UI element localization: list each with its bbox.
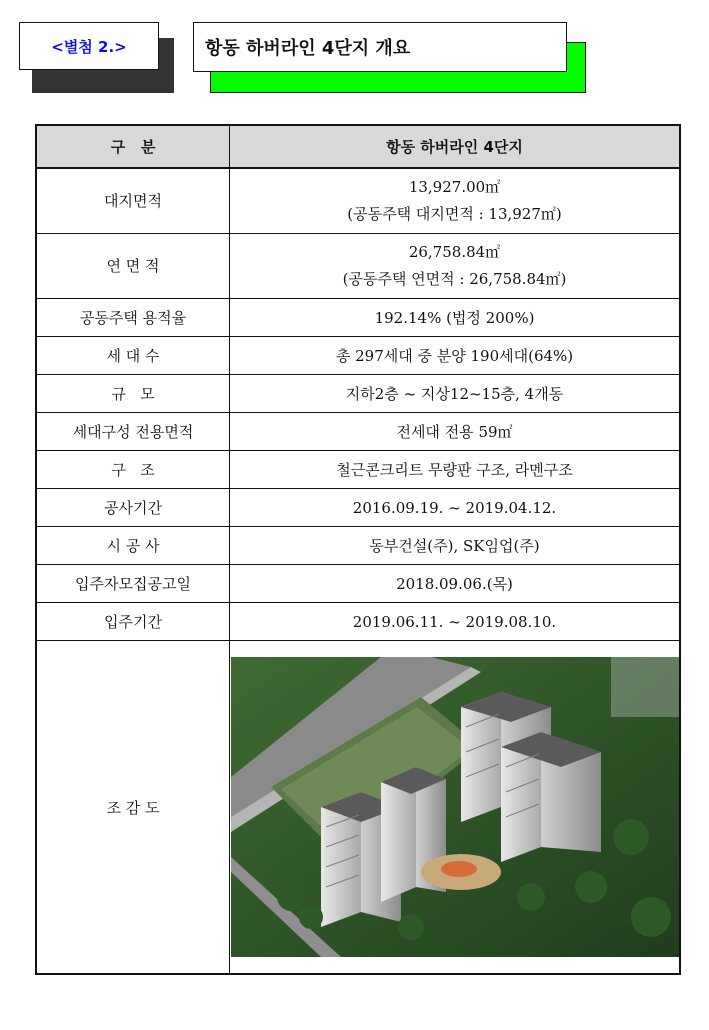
row-value: 철근콘크리트 무량판 구조, 라멘구조 xyxy=(230,451,681,489)
row-label: 대지면적 xyxy=(36,168,230,234)
row-value-line: (공동주택 대지면적 : 13,927㎡) xyxy=(347,205,562,223)
row-value: 총 297세대 중 분양 190세대(64%) xyxy=(230,337,681,375)
row-label: 규 모 xyxy=(36,375,230,413)
row-value: 2019.06.11. ~ 2019.08.10. xyxy=(230,603,681,641)
table-row xyxy=(36,234,680,299)
table-row xyxy=(36,489,680,527)
overview-table xyxy=(35,124,681,975)
row-value: 지하2층 ~ 지상12~15층, 4개동 xyxy=(230,375,681,413)
table-row xyxy=(36,451,680,489)
table-row xyxy=(36,337,680,375)
row-label: 세 대 수 xyxy=(36,337,230,375)
row-value-line: 13,927.00㎡ xyxy=(408,178,501,196)
page-title: 항동 하버라인 4단지 개요 xyxy=(205,38,411,59)
table-row xyxy=(36,375,680,413)
table-row xyxy=(36,641,680,975)
header-category: 구 분 xyxy=(36,125,230,168)
row-value: 2016.09.19. ~ 2019.04.12. xyxy=(230,489,681,527)
table-row xyxy=(36,168,680,234)
row-value: 192.14% (법정 200%) xyxy=(230,299,681,337)
aerial-view-cell xyxy=(230,641,681,975)
aerial-view-image xyxy=(231,657,679,957)
row-label: 공동주택 용적율 xyxy=(36,299,230,337)
row-value-line: (공동주택 연면적 : 26,758.84㎡) xyxy=(342,270,567,288)
header-complex-name: 항동 하버라인 4단지 xyxy=(230,125,681,168)
attachment-label-box xyxy=(19,22,159,70)
table-row xyxy=(36,603,680,641)
row-label: 구 조 xyxy=(36,451,230,489)
table-row xyxy=(36,299,680,337)
row-label: 입주자모집공고일 xyxy=(36,565,230,603)
row-label: 시 공 사 xyxy=(36,527,230,565)
table-header-row xyxy=(36,125,680,168)
row-value xyxy=(230,234,681,299)
row-value: 동부건설(주), SK임업(주) xyxy=(230,527,681,565)
row-label: 연 면 적 xyxy=(36,234,230,299)
row-label: 입주기간 xyxy=(36,603,230,641)
row-value-line: 26,758.84㎡ xyxy=(408,243,501,261)
table-row xyxy=(36,565,680,603)
table-row xyxy=(36,413,680,451)
row-value xyxy=(230,168,681,234)
row-label: 세대구성 전용면적 xyxy=(36,413,230,451)
table-row xyxy=(36,527,680,565)
row-value: 전세대 전용 59㎡ xyxy=(230,413,681,451)
row-label: 공사기간 xyxy=(36,489,230,527)
attachment-label: <별첨 2.> xyxy=(51,37,127,56)
row-value: 2018.09.06.(목) xyxy=(230,565,681,603)
title-box xyxy=(193,22,567,72)
row-label: 조 감 도 xyxy=(36,641,230,975)
